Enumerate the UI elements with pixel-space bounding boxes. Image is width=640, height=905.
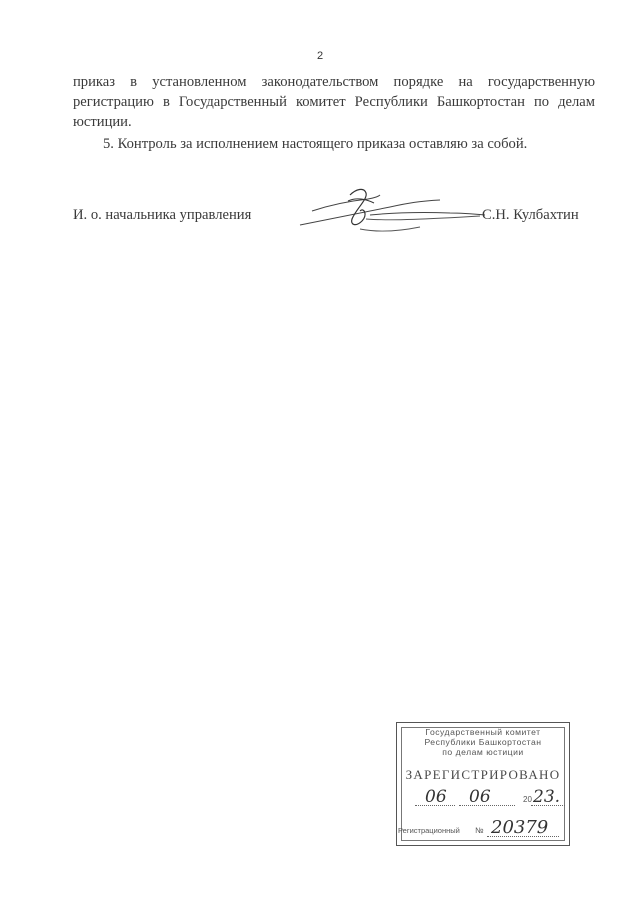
- stamp-title: ЗАРЕГИСТРИРОВАНО: [405, 767, 561, 782]
- date-day: 06: [425, 787, 447, 807]
- paragraph-line: юстиции.: [73, 114, 132, 130]
- reg-label: Регистрационный: [398, 826, 460, 835]
- stamp-date: [407, 787, 563, 809]
- reg-no-label: №: [475, 826, 484, 835]
- registration-stamp: [396, 722, 570, 846]
- date-year-prefix: 20: [523, 795, 532, 804]
- paragraph-line: регистрацию в Государственный комитет Республики Башкортостан по делам: [73, 94, 595, 110]
- reg-number: 20379: [491, 817, 549, 838]
- paragraph-line: приказ в установленном законодательством порядке на государственную: [73, 74, 595, 90]
- stamp-line-2: Республики Башкортостан: [424, 737, 542, 747]
- page-number: 2: [316, 50, 324, 62]
- paragraph-continuation: [73, 72, 595, 132]
- date-year: 23.: [533, 787, 561, 807]
- date-month: 06: [469, 787, 491, 807]
- paragraph-5: 5. Контроль за исполнением настоящего приказа оставляю за собой.: [103, 136, 528, 152]
- stamp-registration-number: [397, 819, 569, 839]
- signatory-position: И. о. начальника управления: [73, 207, 252, 223]
- handwritten-signature: [290, 185, 490, 245]
- signatory-name: С.Н. Кулбахтин: [482, 207, 579, 223]
- stamp-line-3: по делам юстиции: [442, 747, 524, 757]
- stamp-line-1: Государственный комитет: [425, 727, 541, 737]
